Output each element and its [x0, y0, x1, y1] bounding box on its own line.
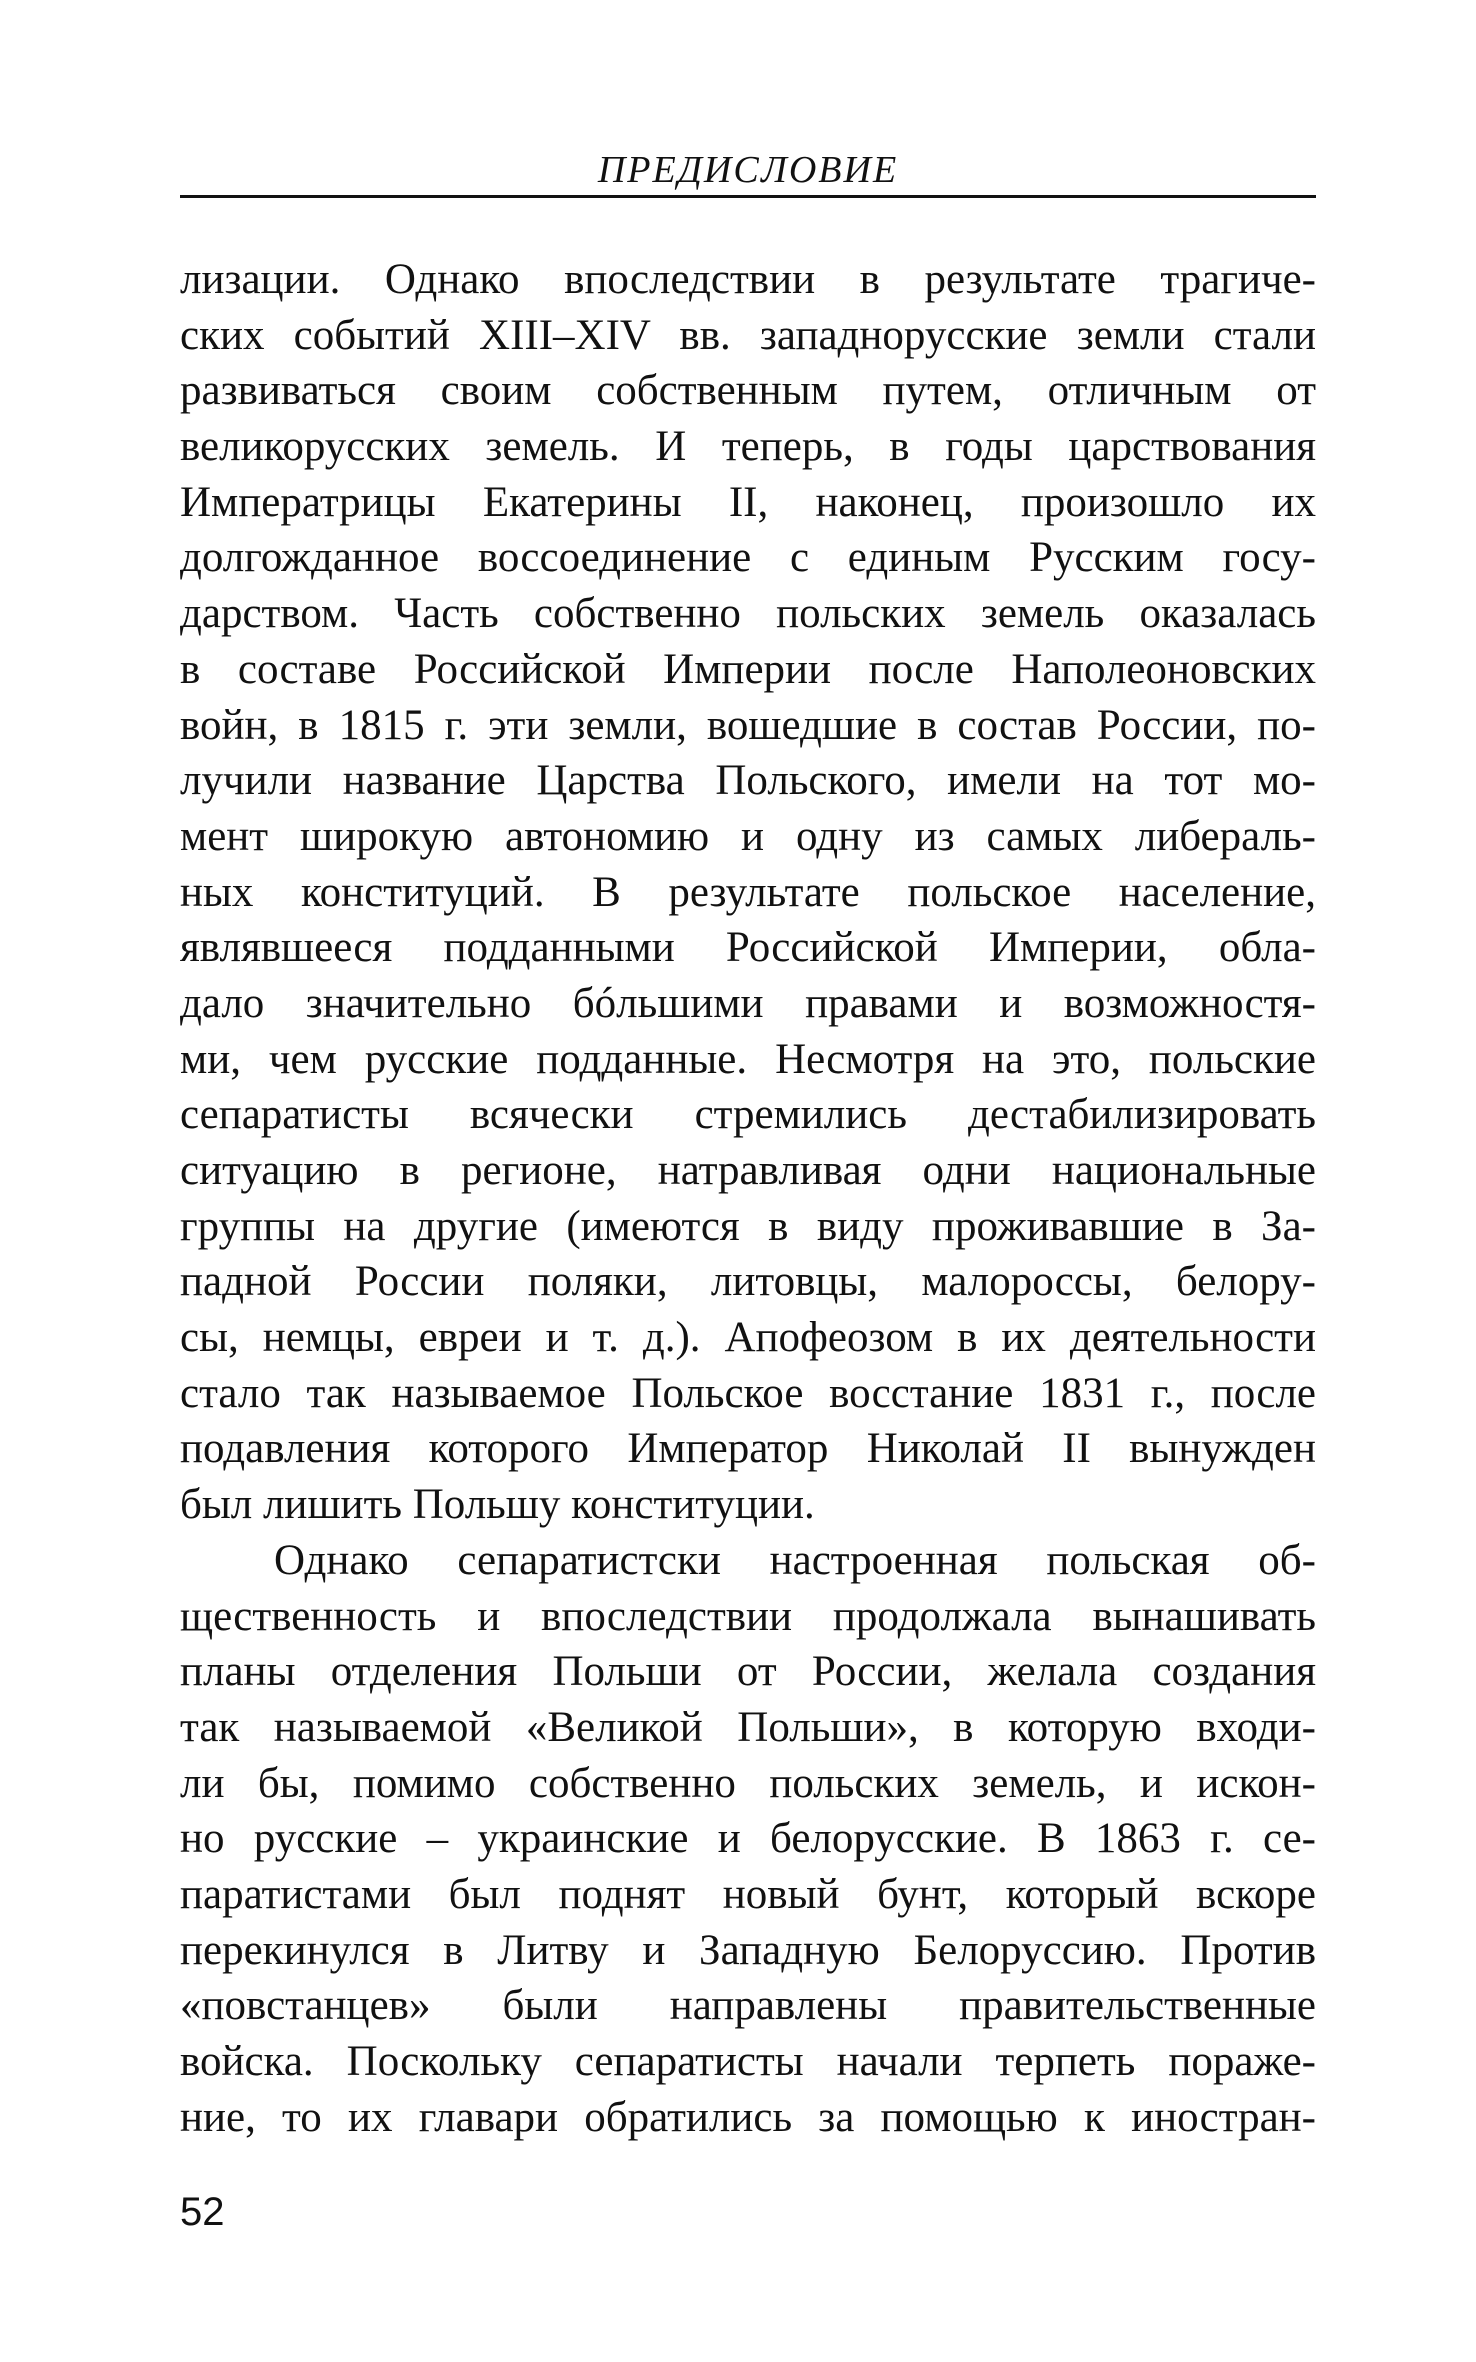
text-line: лучили название Царства Польского, имели на тот мо- — [180, 757, 1316, 805]
text-line: «повстанцев» были направлены правительственные — [180, 1982, 1316, 2030]
text-line: сепаратисты всячески стремились дестабилизировать — [180, 1091, 1316, 1139]
text-line: дало значительно бóльшими правами и возможностя- — [180, 979, 1316, 1027]
text-line: группы на другие (имеются в виду проживавшие в За- — [180, 1202, 1316, 1250]
text-line: но русские – украинские и белорусские. В 1863 г. се- — [180, 1815, 1316, 1863]
text-line: ли бы, помимо собственно польских земель, и искон- — [180, 1759, 1316, 1807]
text-line: так называемой «Великой Польши», в которую входи- — [180, 1703, 1316, 1751]
header-rule — [180, 195, 1316, 198]
paragraph-first-line: Однако сепаратистски настроенная польская об- — [274, 1536, 1316, 1584]
text-line: дарством. Часть собственно польских земель оказалась — [180, 590, 1316, 638]
paragraph-end-line: был лишить Польшу конституции. — [180, 1481, 815, 1529]
text-line: Императрицы Екатерины II, наконец, произошло их — [180, 478, 1316, 526]
page-number: 52 — [180, 2190, 225, 2234]
text-line: планы отделения Польши от России, желала создания — [180, 1648, 1316, 1696]
text-line: ситуацию в регионе, натравливая одни национальные — [180, 1147, 1316, 1194]
text-line: ми, чем русские подданные. Несмотря на это, польские — [180, 1035, 1316, 1083]
text-line: падной России поляки, литовцы, малороссы, белору- — [180, 1258, 1316, 1306]
body-text — [180, 252, 1316, 2145]
text-line: стало так называемое Польское восстание 1831 г., после — [180, 1369, 1316, 1417]
text-line: долгожданное воссоединение с единым Русским госу- — [180, 534, 1316, 582]
text-line: войска. Поскольку сепаратисты начали терпеть пораже- — [180, 2038, 1316, 2085]
text-line: ных конституций. В результате польское население, — [180, 868, 1316, 916]
running-header: ПРЕДИСЛОВИЕ — [597, 149, 899, 191]
text-line: ских событий XIII–XIV вв. западнорусские земли стали — [180, 311, 1316, 359]
text-line: сы, немцы, евреи и т. д.). Апофеозом в их деятельности — [180, 1314, 1316, 1362]
text-line: щественность и впоследствии продолжала вынашивать — [180, 1592, 1316, 1640]
text-line: войн, в 1815 г. эти земли, вошедшие в состав России, по- — [180, 701, 1316, 749]
text-line: паратистами был поднят новый бунт, который вскоре — [180, 1870, 1316, 1918]
text-line: подавления которого Император Николай II вынужден — [180, 1425, 1316, 1473]
text-line: перекинулся в Литву и Западную Белоруссию. Против — [180, 1926, 1316, 1974]
text-line: в составе Российской Империи после Наполеоновских — [180, 645, 1316, 693]
text-line: ние, то их главари обратились за помощью к иностран- — [180, 2093, 1316, 2141]
text-line: лизации. Однако впоследствии в результате трагиче- — [180, 256, 1316, 303]
text-line: являвшееся подданными Российской Империи, обла- — [180, 924, 1316, 972]
text-line: мент широкую автономию и одну из самых либераль- — [180, 812, 1316, 860]
text-line: развиваться своим собственным путем, отличным от — [180, 367, 1316, 415]
text-line: великорусских земель. И теперь, в годы царствования — [180, 423, 1316, 471]
